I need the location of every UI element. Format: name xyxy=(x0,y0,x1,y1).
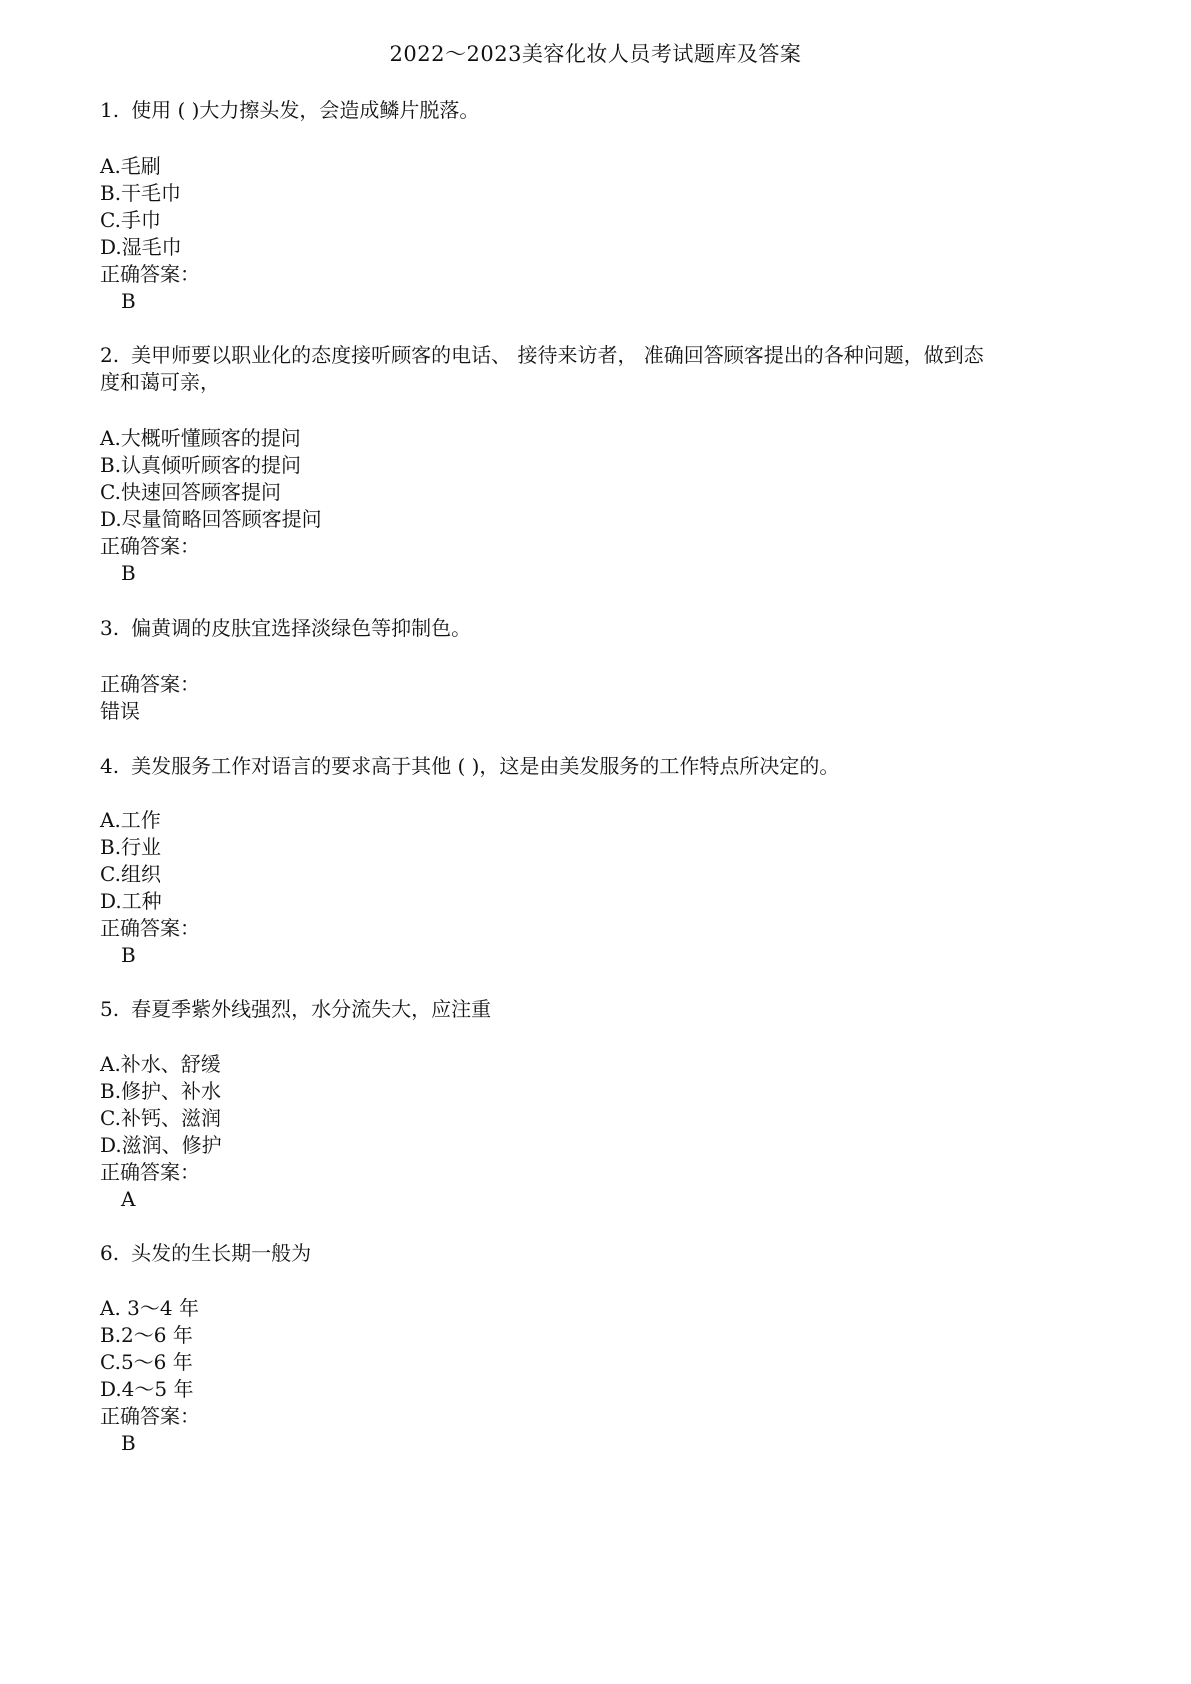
question-5-answer-value: A xyxy=(121,1187,136,1211)
question-text: 使用 ( )大力擦头发，会造成鳞片脱落。 xyxy=(131,98,480,122)
question-6-option-d: D.4～5 年 xyxy=(100,1377,194,1401)
question-text: 春夏季紫外线强烈，水分流失大，应注重 xyxy=(131,997,492,1021)
question-4-option-c: C.组织 xyxy=(100,862,161,886)
question-text: 美甲师要以职业化的态度接听顾客的电话、 接待来访者， 准确回答顾客提出的各种问题，做到态 xyxy=(131,343,984,367)
question-text: 美发服务工作对语言的要求高于其他 ( )，这是由美发服务的工作特点所决定的。 xyxy=(131,754,840,778)
question-6-stem xyxy=(100,1239,311,1267)
question-5-option-c: C.补钙、滋润 xyxy=(100,1106,221,1130)
question-1-option-c: C.手巾 xyxy=(100,208,161,232)
question-6-option-b: B.2～6 年 xyxy=(100,1323,193,1347)
question-1-answer-value: B xyxy=(121,289,136,313)
question-4-option-b: B.行业 xyxy=(100,835,162,859)
question-5-option-d: D.滋润、修护 xyxy=(100,1133,222,1157)
question-4-answer-value: B xyxy=(121,943,136,967)
question-6-option-c: C.5～6 年 xyxy=(100,1350,193,1374)
question-1-option-a: A.毛刷 xyxy=(100,154,161,178)
question-1-option-b: B.干毛巾 xyxy=(100,181,182,205)
question-6-answer-label: 正确答案： xyxy=(100,1404,200,1428)
question-2-option-b: B.认真倾听顾客的提问 xyxy=(100,453,302,477)
question-5-answer-label: 正确答案： xyxy=(100,1160,200,1184)
question-5-option-b: B.修护、补水 xyxy=(100,1079,222,1103)
question-text: 偏黄调的皮肤宜选择淡绿色等抑制色。 xyxy=(131,616,472,640)
question-6-answer-value: B xyxy=(121,1431,136,1455)
question-1-stem xyxy=(100,96,479,124)
question-1-answer-label: 正确答案： xyxy=(100,262,200,286)
question-number: 6. xyxy=(100,1241,120,1265)
question-4-answer-label: 正确答案： xyxy=(100,916,200,940)
question-number: 2. xyxy=(100,343,120,367)
document-title: 2022～2023美容化妆人员考试题库及答案 xyxy=(389,42,802,66)
question-3-stem xyxy=(100,614,471,642)
question-4-stem xyxy=(100,752,839,780)
question-number: 4. xyxy=(100,754,120,778)
question-1-option-d: D.湿毛巾 xyxy=(100,235,182,259)
question-2-answer-label: 正确答案： xyxy=(100,534,200,558)
question-2-stem-continued: 度和蔼可亲， xyxy=(100,370,220,394)
question-2-option-c: C.快速回答顾客提问 xyxy=(100,480,281,504)
question-4-option-d: D.工种 xyxy=(100,889,162,913)
question-number: 3. xyxy=(100,616,120,640)
question-6-option-a: A. 3～4 年 xyxy=(100,1296,199,1320)
question-5-option-a: A.补水、舒缓 xyxy=(100,1052,221,1076)
question-2-option-d: D.尽量简略回答顾客提问 xyxy=(100,507,322,531)
question-text: 头发的生长期一般为 xyxy=(131,1241,312,1265)
question-3-answer-label: 正确答案： xyxy=(100,672,200,696)
question-2-stem xyxy=(100,341,984,369)
question-3-answer-value: 错误 xyxy=(100,699,140,723)
question-number: 1. xyxy=(100,98,120,122)
question-5-stem xyxy=(100,995,491,1023)
question-2-option-a: A.大概听懂顾客的提问 xyxy=(100,426,301,450)
question-2-answer-value: B xyxy=(121,561,136,585)
question-number: 5. xyxy=(100,997,120,1021)
question-4-option-a: A.工作 xyxy=(100,808,161,832)
